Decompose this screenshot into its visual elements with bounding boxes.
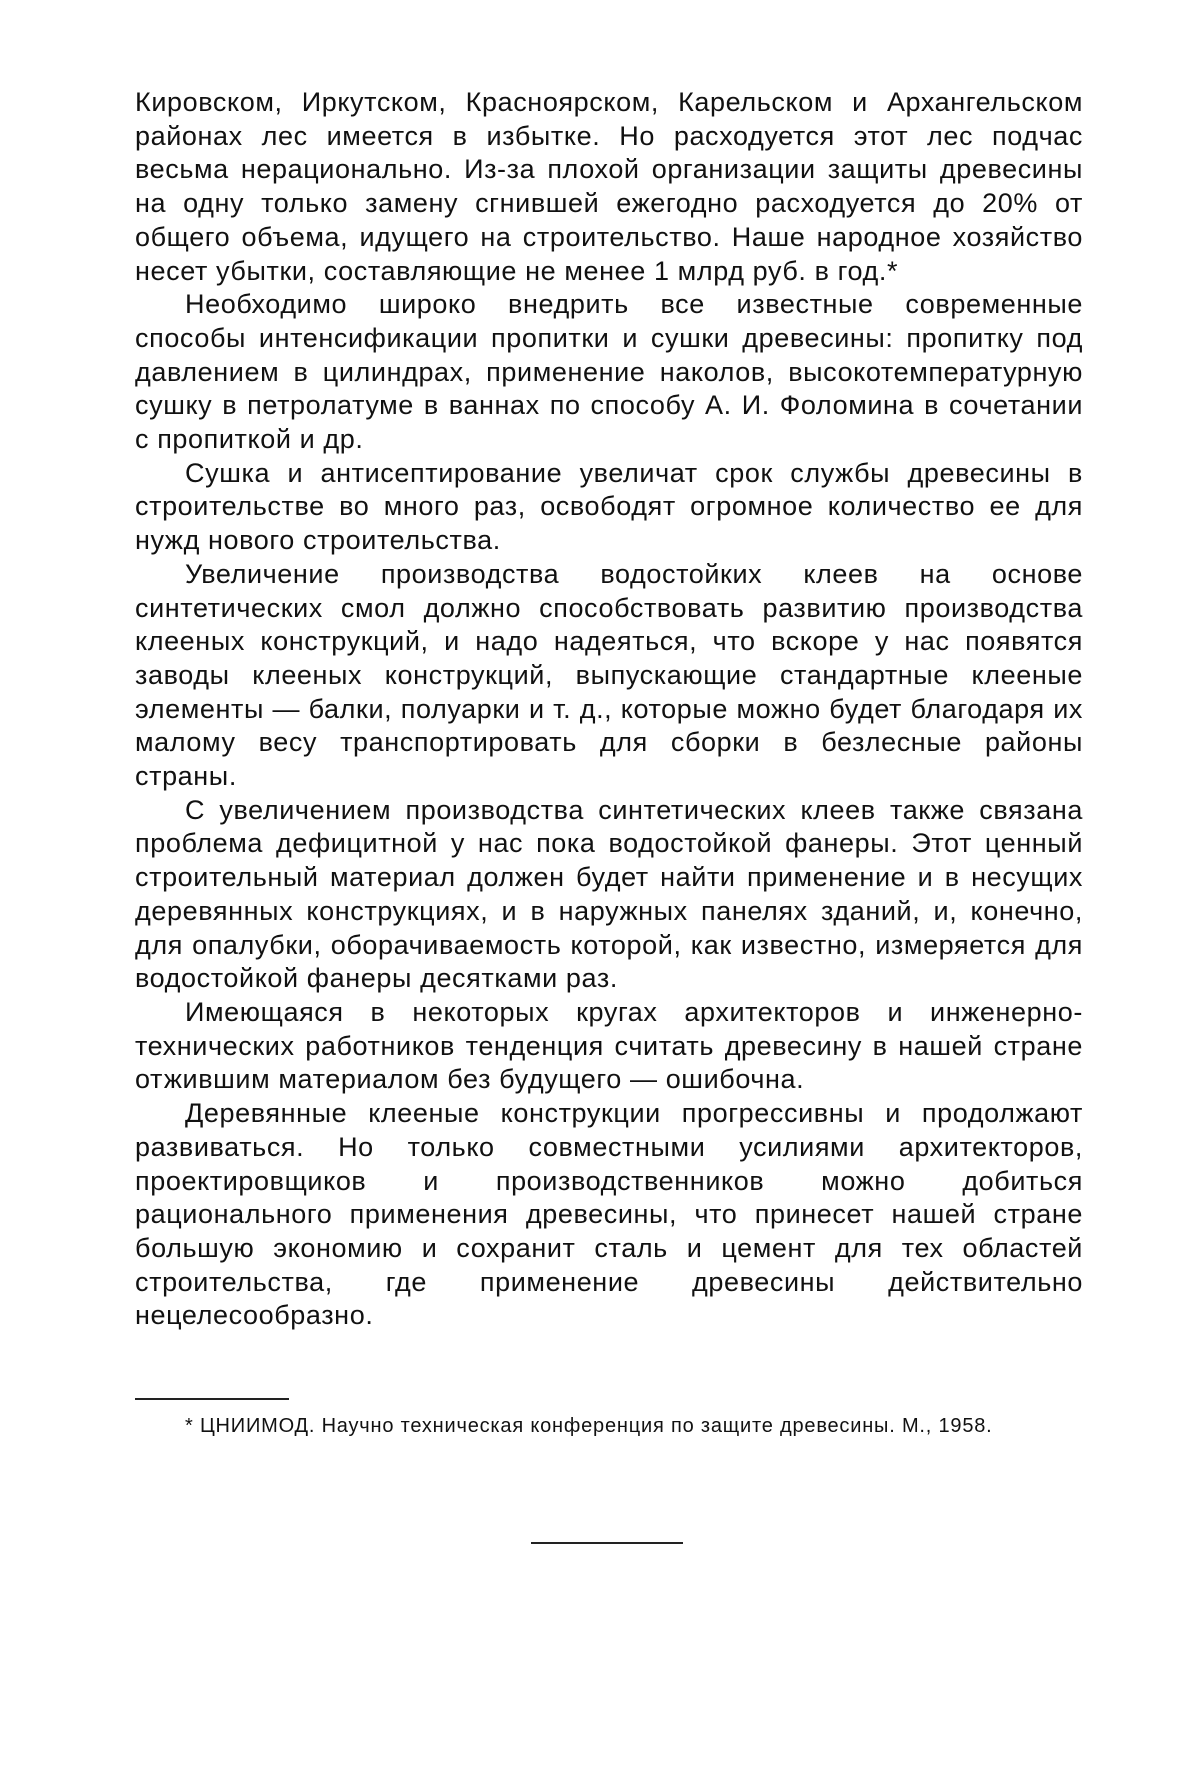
paragraph: Сушка и антисептирование увеличат срок службы древесины в строительстве во много раз, освободят огромное количество ее для нужд нового строительства. <box>135 457 1083 556</box>
paragraph: Имеющаяся в некоторых кругах архитекторов и инженерно-технических работников тенденция считать древесину в нашей стране отжившим материалом без будущего — ошибочна. <box>135 996 1083 1095</box>
paragraph: С увеличением производства синтетических клеев также связана проблема дефицитной у нас пока водостойкой фанеры. Этот ценный строительный материал должен будет найти применение и в несущих деревянных конструкциях, и в наружных панелях зданий, и, конечно, для опалубки, оборачиваемость которой, как известно, измеряется для водостойкой фанеры десятками раз. <box>135 794 1083 994</box>
footnote: * ЦНИИМОД. Научно техническая конференция по защите древесины. М., 1958. <box>185 1415 993 1437</box>
body-text <box>135 86 1083 1333</box>
paragraph: Деревянные клееные конструкции прогрессивны и продолжают развиваться. Но только совместными усилиями архитекторов, проектировщиков и производственников можно добиться рационального применения древесины, что принесет нашей стране большую экономию и сохранит сталь и цемент для тех областей строительства, где применение древесины действительно нецелесообразно. <box>135 1098 1083 1331</box>
paragraph: Увеличение производства водостойких клеев на основе синтетических смол должно способствовать развитию производства клееных конструкций, и надо надеяться, что вскоре у нас появятся заводы клееных конструкций, выпускающие стандартные клееные элементы — балки, полуарки и т. д., которые можно будет благодаря их малому весу транспортировать для сборки в безлесные районы страны. <box>135 558 1083 792</box>
end-of-chapter-rule <box>531 1542 683 1544</box>
footnote-separator <box>135 1398 289 1400</box>
paragraph: Необходимо широко внедрить все известные современные способы интенсификации пропитки и сушки древесины: пропитку под давлением в цилиндрах, применение наколов, высокотемпературную сушку в петролатуме в ваннах по способу А. И. Фоломина в сочетании с пропиткой и др. <box>135 289 1083 455</box>
paragraph: Кировском, Иркутском, Красноярском, Карельском и Архангельском районах лес имеется в избытке. Но расходуется этот лес подчас весьма нерационально. Из-за плохой организации защиты древесины на одну только замену сгнившей ежегодно расходуется до 20% от общего объема, идущего на строительство. Наше народное хозяйство несет убытки, составляющие не менее 1 млрд руб. в год.* <box>135 87 1083 286</box>
